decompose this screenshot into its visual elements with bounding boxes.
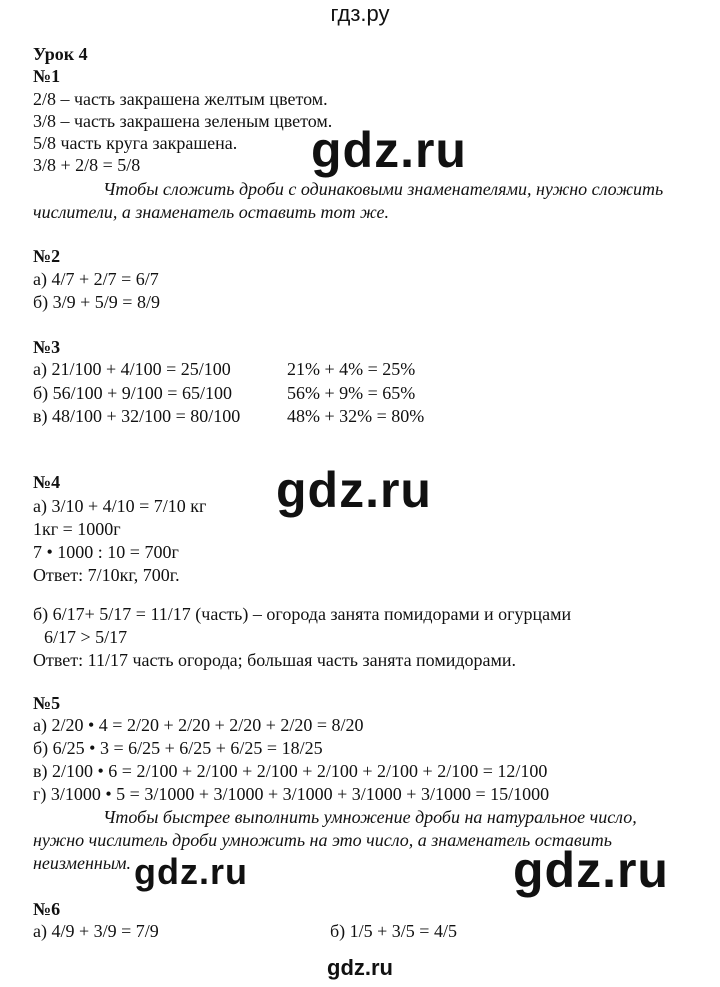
- exercise-3-left: б) 56/100 + 9/100 = 65/100: [33, 383, 232, 403]
- exercise-3-left: в) 48/100 + 32/100 = 80/100: [33, 406, 241, 426]
- exercise-4-b: б) 6/17+ 5/17 = 11/17 (часть) – огорода занята помидорами и огурцами: [33, 604, 572, 624]
- exercise-2-a: а) 4/7 + 2/7 = 6/7: [33, 269, 159, 289]
- exercise-5-line: а) 2/20 • 4 = 2/20 + 2/20 + 2/20 + 2/20 = 8/20: [33, 715, 364, 735]
- exercise-5-line: г) 3/1000 • 5 = 3/1000 + 3/1000 + 3/1000 + 3/1000 + 3/1000 = 15/1000: [33, 784, 550, 804]
- watermark: gdz.ru: [311, 122, 467, 178]
- exercise-5-line: в) 2/100 • 6 = 2/100 + 2/100 + 2/100 + 2/100 + 2/100 + 2/100 = 12/100: [33, 761, 548, 781]
- lesson-title: Урок 4: [33, 44, 88, 64]
- exercise-4-compare: 6/17 > 5/17: [44, 627, 128, 647]
- exercise-4-line: Ответ: 7/10кг, 700г.: [33, 565, 180, 585]
- exercise-5-rule: неизменным.: [33, 853, 132, 873]
- exercise-5-line: б) 6/25 • 3 = 6/25 + 6/25 + 6/25 = 18/25: [33, 738, 323, 758]
- exercise-3-number: №3: [33, 337, 61, 357]
- exercise-4-line: 1кг = 1000г: [33, 519, 121, 539]
- exercise-6-b: б) 1/5 + 3/5 = 4/5: [330, 921, 457, 941]
- exercise-3-left: а) 21/100 + 4/100 = 25/100: [33, 359, 231, 379]
- exercise-3-right: 48% + 32% = 80%: [287, 406, 425, 426]
- exercise-1-rule: Чтобы сложить дроби с одинаковыми знаменателями, нужно сложить: [103, 179, 664, 199]
- exercise-5-number: №5: [33, 693, 61, 713]
- watermark: gdz.ru: [134, 851, 248, 892]
- exercise-2-number: №2: [33, 246, 61, 266]
- exercise-1-rule: числители, а знаменатель оставить тот же.: [33, 202, 389, 222]
- exercise-4-line: 7 • 1000 : 10 = 700г: [33, 542, 179, 562]
- exercise-2-b: б) 3/9 + 5/9 = 8/9: [33, 292, 160, 312]
- exercise-3-right: 21% + 4% = 25%: [287, 359, 416, 379]
- exercise-1-line: 3/8 – часть закрашена зеленым цветом.: [33, 111, 333, 131]
- exercise-5-rule: Чтобы быстрее выполнить умножение дроби на натуральное число,: [103, 807, 637, 827]
- exercise-1-line: 3/8 + 2/8 = 5/8: [33, 155, 141, 175]
- exercise-6-number: №6: [33, 899, 61, 919]
- exercise-1-line: 5/8 часть круга закрашена.: [33, 133, 238, 153]
- exercise-1-line: 2/8 – часть закрашена желтым цветом.: [33, 89, 328, 109]
- watermark: gdz.ru: [276, 462, 432, 518]
- exercise-6-a: а) 4/9 + 3/9 = 7/9: [33, 921, 159, 941]
- exercise-5-rule: нужно числитель дроби умножить на это число, а знаменатель оставить: [33, 830, 612, 850]
- site-header: гдз.ру: [330, 1, 390, 26]
- site-footer: gdz.ru: [327, 955, 393, 980]
- exercise-1-number: №1: [33, 66, 61, 86]
- exercise-4-answer: Ответ: 11/17 часть огорода; большая часть занята помидорами.: [33, 650, 517, 670]
- exercise-4-number: №4: [33, 472, 61, 492]
- watermark: gdz.ru: [513, 842, 669, 898]
- exercise-3-right: 56% + 9% = 65%: [287, 383, 416, 403]
- exercise-4-line: а) 3/10 + 4/10 = 7/10 кг: [33, 496, 207, 516]
